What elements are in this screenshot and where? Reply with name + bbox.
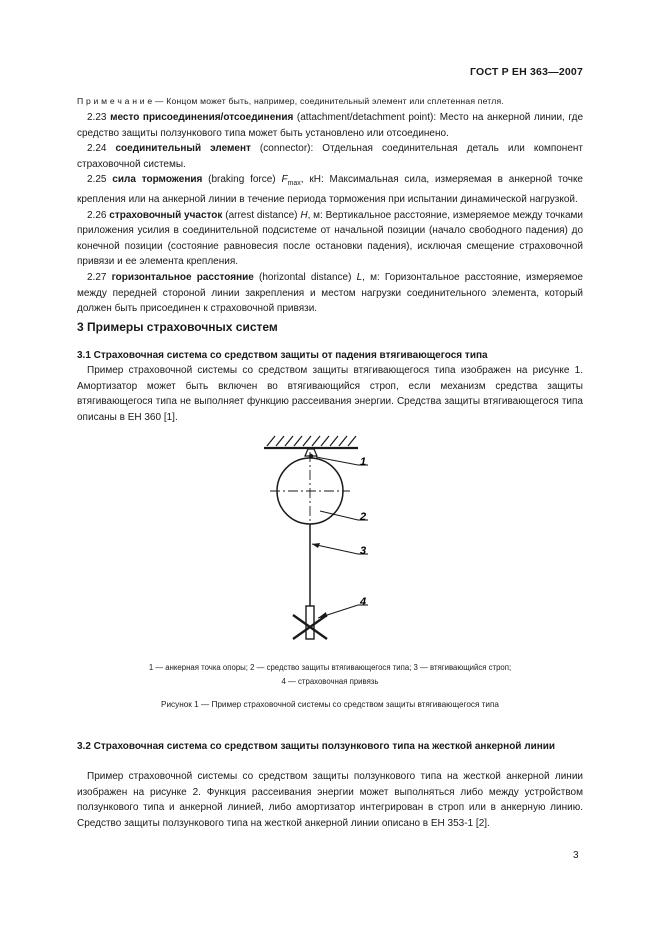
def-unit: , кН: xyxy=(300,174,330,186)
def-symbol: F xyxy=(281,174,288,186)
label-4: 4 xyxy=(360,596,367,608)
def-term: место присоединения/отсоединения xyxy=(110,112,294,123)
def-english: (arrest distance) xyxy=(222,209,301,221)
definitions xyxy=(77,110,583,317)
harness xyxy=(293,606,327,639)
def-body: Отдельная соединительная деталь или компонент страховочной системы. xyxy=(77,143,583,170)
figure-1-legend-line-2: 4 — страховочная привязь xyxy=(281,677,379,686)
def-number: 2.26 xyxy=(87,209,107,221)
def-english: (horizontal distance) xyxy=(253,271,357,283)
note: П р и м е ч а н и е — Концом может быть, например, соединительный элемент или сплетенная петля. xyxy=(77,96,504,106)
document-header: ГОСТ Р ЕН 363—2007 xyxy=(469,66,583,78)
label-3: 3 xyxy=(360,545,367,557)
definition-2-26 xyxy=(77,208,583,270)
subsection-3-2-body: Пример страховочной системы со средством защиты ползункового типа на жесткой анкерной линии изображен на рисунке 2. Функция рассеивания энергии может выполняться либо между устройством ползункового типа и анкерной линией, либо амортизатор интегрирован в строп или в анкерную линию. Средство защиты ползункового типа на жесткой анкерной линии описано в ЕН 353-1 [2]. xyxy=(77,771,583,829)
leader-lines xyxy=(312,457,368,618)
def-term: сила торможения xyxy=(112,174,203,186)
subsection-3-2-title: 3.2 Страховочная система со средством защиты ползункового типа на жесткой анкерной линии xyxy=(77,741,556,752)
def-body: Место на анкерной линии, где средство защиты ползункового типа может быть установлено или отсоединено. xyxy=(77,112,584,139)
figure-1-title: Рисунок 1 — Пример страховочной системы со средством защиты втягивающегося типа xyxy=(161,700,499,709)
def-term: горизонтальное расстояние xyxy=(111,271,254,283)
label-2: 2 xyxy=(360,511,367,523)
page-number: 3 xyxy=(573,850,579,861)
def-term: страховочный участок xyxy=(109,209,223,221)
definition-2-23 xyxy=(77,110,583,141)
def-symbol-subscript: max xyxy=(287,180,301,188)
figure-1-legend-line-1: 1 — анкерная точка опоры; 2 — средство защиты втягивающегося типа; 3 — втягивающийся строп; xyxy=(148,663,512,672)
def-number: 2.25 xyxy=(87,174,107,186)
ceiling-anchor xyxy=(264,436,358,458)
section-3-title: 3 Примеры страховочных систем xyxy=(77,320,278,334)
subsection-3-1-title: 3.1 Страховочная система со средством защиты от падения втягивающегося типа xyxy=(77,350,488,361)
def-body: Горизонтальное расстояние, измеряемое между передней стороной линии закрепления и местом нагрузки соединительного элемента, который должен быть присоединен к страховочной привязи. xyxy=(77,271,583,315)
definition-2-24 xyxy=(77,141,583,172)
def-number: 2.23 xyxy=(87,112,107,123)
label-1: 1 xyxy=(360,456,367,468)
def-english: (braking force) xyxy=(202,174,282,186)
def-number: 2.24 xyxy=(87,143,107,155)
def-symbol: L xyxy=(356,271,363,283)
subsection-3-1-body: Пример страховочной системы со средством защиты втягивающегося типа изображен на рисунке 1. Амортизатор может быть включен во втягивающийся строп, если механизм средства защиты втягивающегося типа не выполняет функцию рассеивания энергии. Средства защиты втягивающегося типа описаны в ЕН 360 [1]. xyxy=(77,365,583,423)
def-english: (connector): xyxy=(250,143,323,155)
def-number: 2.27 xyxy=(87,271,107,283)
def-symbol: H xyxy=(300,209,308,221)
def-body: Вертикальное расстояние, измеряемое между точками приложения усилия в соединительной подсистеме от начальной позиции (начало свободного падения) до конечной позиции (состояние равновесия после остановки падения), исключая смещение страховочной привязи и ее элемента крепления. xyxy=(77,209,583,268)
def-unit: , м: xyxy=(307,209,326,221)
def-unit: , м: xyxy=(362,271,385,283)
definition-2-27 xyxy=(77,270,583,317)
def-body: Максимальная сила, измеряемая в анкерной точке крепления или на анкерной линии в течение периода торможения при испытании динамической нагрузкой. xyxy=(77,174,583,205)
def-english: (attachment/detachment point): xyxy=(293,112,440,123)
figure-1-diagram xyxy=(250,428,380,653)
def-term: соединительный элемент xyxy=(115,143,251,155)
definition-2-25 xyxy=(77,172,583,207)
